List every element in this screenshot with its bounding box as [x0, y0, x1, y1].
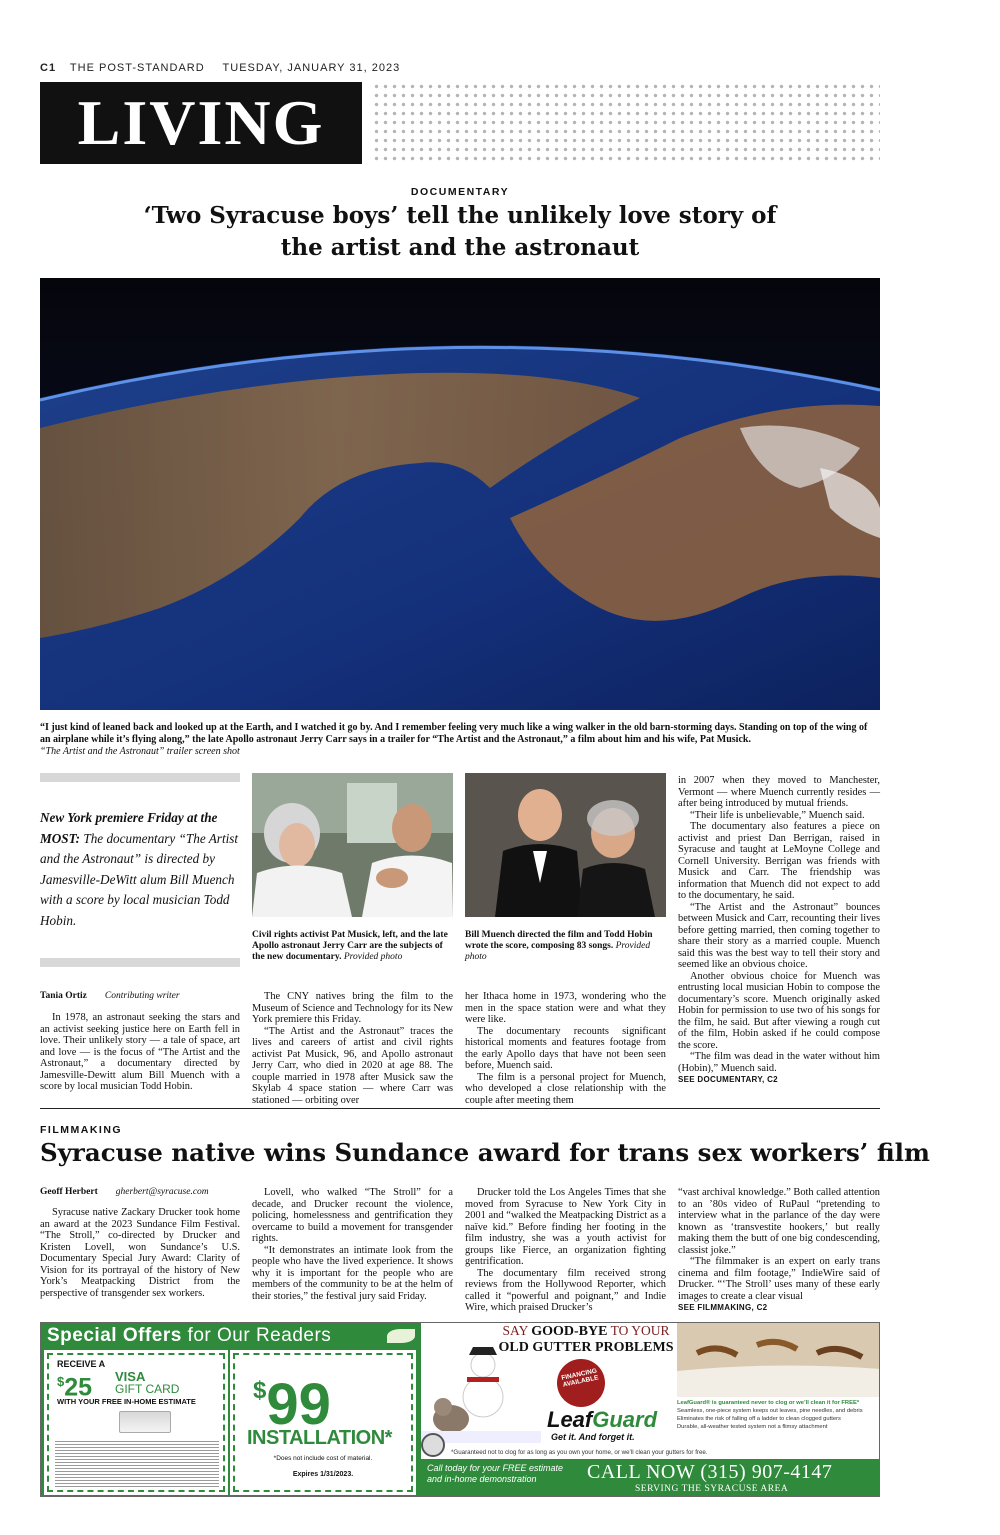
story1-author: Tania Ortiz [40, 991, 87, 1001]
installation-coupon[interactable] [233, 1353, 413, 1492]
story2-author: Geoff Herbert [40, 1187, 98, 1197]
ad-offers-title [47, 1325, 331, 1347]
promo-lead: New York premiere Friday at the MOST: [40, 810, 218, 846]
story2-column-4 [678, 1187, 880, 1314]
paragraph: “The filmmaker is an expert on early trans cinema and film footage,” IndieWire said of Drucker. “‘The Stroll’ uses many of these early images to create a clear visual [678, 1256, 880, 1302]
paragraph: The documentary recounts significant historical moments and features footage from the early Apollo days that have not been seen before, Muench said. [465, 1025, 666, 1071]
story1-column-4 [678, 775, 880, 1086]
ad-offers-panel [41, 1323, 421, 1497]
photo2-caption [252, 930, 453, 963]
gift-card-coupon[interactable] [47, 1353, 225, 1492]
feature-item: Seamless, one-piece system keeps out leaves, pine needles, and debris [677, 1408, 863, 1414]
story2-byline [40, 1187, 209, 1197]
amount-value: 25 [64, 1373, 93, 1402]
paragraph: “It demonstrates an intimate look from the people who have the lived experience. It shows why it is important for the people who are members of the community to be at the helm of their stories,” the festival jury said Friday. [252, 1244, 453, 1302]
page-header-line [40, 62, 414, 74]
call-line: Call today for your FREE estimate [427, 1463, 564, 1473]
ad-leafguard-panel [421, 1323, 880, 1497]
story2-kicker: FILMMAKING [40, 1124, 123, 1136]
leaf-icon [387, 1329, 415, 1343]
guarantee-note: *Guaranteed not to clog for as long as you own your home, or we’ll clean your gutters for free. [451, 1449, 708, 1456]
visa-label: VISA [115, 1369, 146, 1384]
promo-bar-bottom [40, 958, 240, 967]
story2-headline: Syracuse native wins Sundance award for trans sex workers’ film [40, 1138, 930, 1167]
paragraph: “Their life is unbelievable,” Muench said. [690, 809, 865, 821]
logo-leaf: Leaf [547, 1407, 593, 1432]
call-line: and in-home demonstration [427, 1474, 537, 1484]
installation-label: INSTALLATION* [247, 1427, 392, 1449]
leafguard-advertisement[interactable] [40, 1322, 880, 1497]
coupon-receive: RECEIVE A [57, 1359, 106, 1369]
leafguard-tagline: Get it. And forget it. [551, 1432, 635, 1442]
paragraph: In 1978, an astronaut seeking the stars and an activist seeking justice here on Earth fell in love. Their unlikely story — a tale of space, art and love — is the focus of “The Artist and the Astronaut,” a documentary directed by Jamesville-Dewitt alum Bill Muench with a score by local musician Todd Hobin. [40, 1012, 240, 1092]
gift-card-label: GIFT CARD [115, 1382, 180, 1396]
leafguard-logo [547, 1407, 657, 1433]
expiration: Expires 1/31/2023. [292, 1471, 354, 1478]
installation-price [253, 1359, 331, 1437]
story2-column-2 [252, 1187, 453, 1302]
paragraph: The film is a personal project for Muench, who developed a close relationship with the couple after meeting them [465, 1071, 666, 1106]
call-phone-number[interactable]: CALL NOW (315) 907-4147 [587, 1461, 833, 1483]
paper-name: THE POST-STANDARD [69, 62, 205, 74]
feature-item: Durable, all-weather tested system not a flimsy attachment [677, 1424, 828, 1430]
ad-title-rest: for Our Readers [181, 1325, 332, 1346]
ad-title-bold: Special Offers [47, 1325, 182, 1346]
snowman-squirrel-icon [421, 1345, 541, 1443]
paragraph: Syracuse native Zackary Drucker took home an award at the 2023 Sundance Film Festival. “The Stroll,” co-directed by Drucker and Kristen Lovell, won Sundance’s U.S. Documentary Special Jury Award: Clarity of Vision for its portrayal of the history of New York’s Meatpacking District from the perspective of transgender sex workers. [40, 1207, 240, 1299]
promo-bar-top [40, 773, 240, 782]
issue-date: TUESDAY, JANUARY 31, 2023 [222, 62, 401, 74]
call-estimate-text [427, 1463, 563, 1485]
photo2-credit: Provided photo [343, 952, 403, 962]
photo3-credit: Provided photo [465, 941, 651, 962]
photo-credit: “The Artist and the Astronaut” trailer screen shot [40, 746, 240, 757]
dollar-sign: $ [253, 1377, 267, 1404]
dollar-sign: $ [57, 1374, 65, 1389]
story1-column-1 [40, 1012, 240, 1093]
story1-jump-link[interactable]: SEE DOCUMENTARY, C2 [678, 1075, 778, 1084]
seal-icon [421, 1433, 445, 1457]
story1-byline [40, 991, 180, 1001]
photo3-caption [465, 930, 666, 963]
slogan-part: TO YOUR [607, 1323, 670, 1338]
financing-badge: FINANCING AVAILABLE [553, 1355, 610, 1412]
slogan-bold: GOOD-BYE [531, 1324, 608, 1339]
call-now-bar[interactable] [421, 1459, 880, 1497]
gift-card-icon [119, 1411, 171, 1433]
story2-author-email[interactable]: gherbert@syracuse.com [115, 1187, 209, 1197]
story2-column-3 [465, 1187, 666, 1314]
section-masthead [40, 82, 362, 164]
logo-guard: Guard [592, 1407, 658, 1432]
section-title: LIVING [77, 87, 325, 158]
material-note: *Does not include cost of material. [273, 1455, 373, 1462]
earth-from-space-photo [40, 278, 880, 710]
story1-author-role: Contributing writer [104, 991, 180, 1001]
paragraph: “The film was dead in the water without him (Hobin),” Muench said. [678, 1051, 880, 1074]
story2-jump-link[interactable]: SEE FILMMAKING, C2 [678, 1303, 768, 1312]
musick-carr-photo [252, 773, 453, 917]
story1-headline: ‘Two Syracuse boys’ tell the unlikely love story of the artist and the astronaut [143, 202, 777, 261]
feature-item: LeafGuard® is guaranteed never to clog or we’ll clean it for FREE* [677, 1400, 860, 1406]
photo2-caption-text: Civil rights activist Pat Musick, left, and the late Apollo astronaut Jerry Carr are the subjects of the new documentary. [252, 930, 448, 962]
paragraph: in 2007 when they moved to Manchester, Vermont — where Muench currently resides — after being introduced by mutual friends. [678, 775, 880, 809]
paragraph: “The Artist and the Astronaut” traces the lives and careers of artist and civil rights activist Pat Musick, 96, and Apollo astronaut Jerry Carr, who died in 2020 at age 88. The couple married in 1978 after Musick saw the Skylab 4 space station — where Carr was stationed — orbiting over [252, 1025, 453, 1106]
story1-column-2 [252, 991, 453, 1106]
slogan-part: SAY [502, 1323, 532, 1338]
section-divider [40, 1108, 880, 1109]
muench-hobin-photo [465, 773, 666, 917]
photo-caption [40, 722, 880, 758]
paragraph: Drucker told the Los Angeles Times that she moved from Syracuse to New York City in 2001 and “walked the Meatpacking District as a naïve kid.” Before finding her footing in the film industry, she was a youth activist for groups like Fierce, an organization fighting gentrification. [465, 1187, 666, 1267]
photo3-caption-text: Bill Muench directed the film and Todd Hobin wrote the score, composing 83 songs. [465, 930, 653, 951]
story1-column-3 [465, 991, 666, 1106]
paragraph: The documentary film received strong reviews from the Hollywood Reporter, which called it “powerful and poignant,” and Indie Wire, which praised Drucker’s [465, 1267, 666, 1313]
promo-body: The documentary “The Artist and the Astronaut” is directed by Jamesville-DeWitt alum Bill Muench with a score by local musician Todd Hobin. [40, 830, 239, 928]
feature-list [677, 1399, 880, 1431]
paragraph: The CNY natives bring the film to the Museum of Science and Technology for its New York premiere this Friday. [252, 991, 453, 1025]
paragraph: her Ithaca home in 1973, wondering who the men in the space station were and what they were like. [465, 991, 666, 1025]
serving-area: SERVING THE SYRACUSE AREA [635, 1484, 789, 1494]
coupon-with-estimate: WITH YOUR FREE IN-HOME ESTIMATE [57, 1397, 196, 1406]
paragraph: The documentary also features a piece on activist and priest Dan Berrigan, raised in Syracuse and taught at LeMoyne College and Cornell University. Berrigan was friends with Musick and Carr. The friendship was information that Muench did not expect to add to the documentary, he said. [678, 821, 880, 901]
promo-box [40, 808, 240, 931]
gutter-photo [677, 1323, 880, 1397]
story1-kicker: DOCUMENTARY [410, 186, 510, 198]
paragraph: “The Artist and the Astronaut” bounces between Musick and Carr, recounting their lives before getting married, then coming together to share their story as a married couple. Muench said this was the best way to tell their story and seemed like an obvious choice. [678, 901, 880, 970]
paragraph: Lovell, who walked “The Stroll” for a decade, and Drucker recount the violence, policing, homelessness and gentrification they overcame to build a movement for transgender rights. [252, 1187, 453, 1244]
slogan-line2: OLD GUTTER PROBLEMS [498, 1340, 674, 1355]
story2-column-1 [40, 1207, 240, 1299]
paragraph: “vast archival knowledge.” Both called attention to an ’80s video of RuPaul “pretending to interview what in the parlance of the day were known as ‘transvestite hookers,’ but really making them the butt of one big condescending, classist joke.” [678, 1187, 880, 1256]
price-value: 99 [266, 1372, 331, 1437]
page-number: C1 [40, 62, 57, 74]
dot-pattern-decoration [372, 82, 880, 164]
coupon-visa [115, 1371, 179, 1395]
paragraph: Another obvious choice for Muench was entrusting local musician Hobin to compose the documentary’s score. Muench originally asked Hobin for permission to use two of his songs for the film, he said. But after viewing a rough cut of the film, Hobin asked if he could compose the score. [678, 970, 880, 1051]
feature-item: Eliminates the risk of falling off a ladder to clean clogged gutters [677, 1416, 841, 1422]
photo-caption-text: “I just kind of leaned back and looked up at the Earth, and I watched it go by. And I remember feeling very much like a wing walker in the old barn-storming days. Standing on top of the wing of an airplane while it’s flying along,” the late Apollo astronaut Jerry Carr says in a trailer for “The Artist and the Astronaut,” a film about him and his wife, Pat Musick. [40, 722, 868, 745]
coupon-fine-print [55, 1439, 219, 1489]
